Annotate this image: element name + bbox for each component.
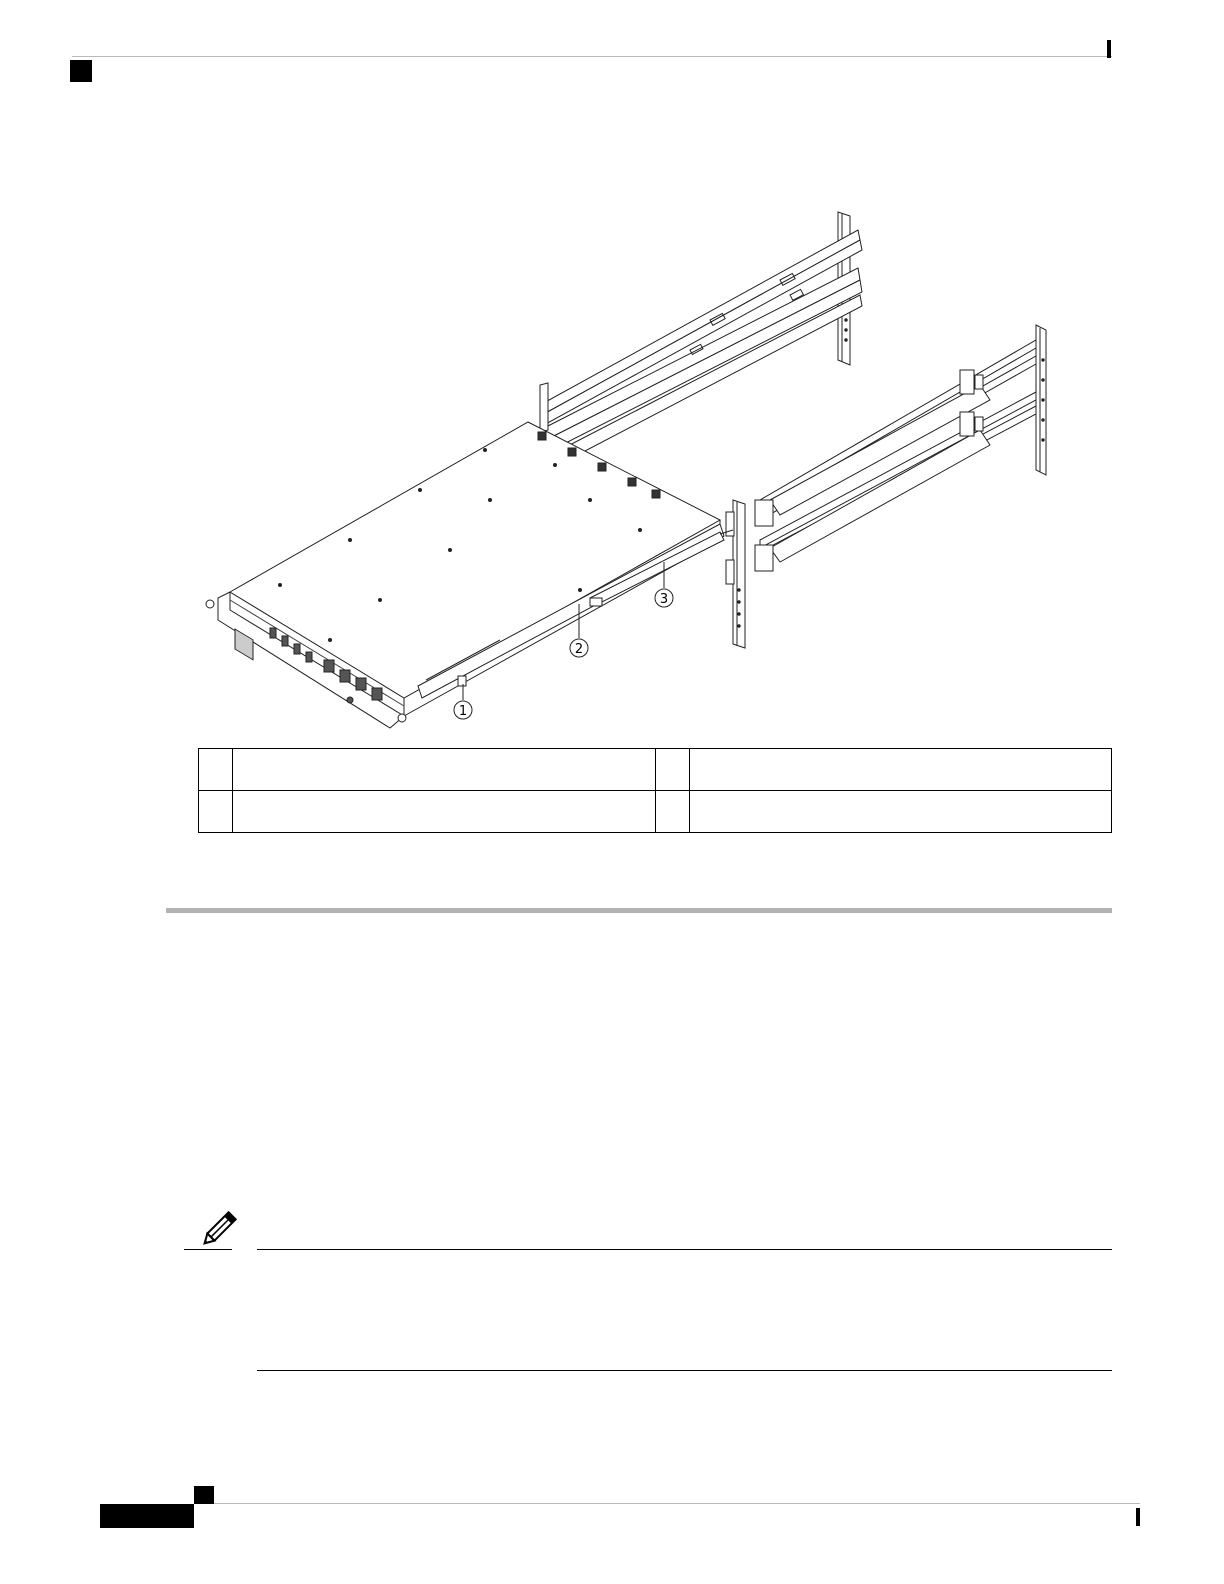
legend-number bbox=[199, 791, 233, 833]
legend-row bbox=[199, 791, 1112, 833]
footer-marker bbox=[194, 1486, 214, 1504]
legend-description bbox=[689, 749, 1112, 791]
legend-number bbox=[655, 791, 689, 833]
footer-tick bbox=[1136, 1508, 1140, 1526]
legend-row bbox=[199, 749, 1112, 791]
callout-legend-table bbox=[198, 748, 1112, 833]
front-right-rack-post bbox=[726, 500, 745, 648]
legend-description bbox=[233, 791, 656, 833]
callout-3-label: 3 bbox=[659, 592, 669, 607]
legend-description bbox=[689, 791, 1112, 833]
right-slide-rails bbox=[755, 340, 1036, 571]
note-marker-rule bbox=[184, 1249, 232, 1250]
footer-rule bbox=[194, 1503, 1140, 1504]
legend-number bbox=[199, 749, 233, 791]
section-divider bbox=[166, 908, 1112, 913]
note-top-rule bbox=[257, 1249, 1112, 1250]
header-tick bbox=[1107, 40, 1111, 58]
note-bottom-rule bbox=[257, 1370, 1112, 1371]
footer-page-tab bbox=[100, 1504, 194, 1528]
callout-1-label: 1 bbox=[458, 704, 468, 719]
header-marker bbox=[70, 60, 92, 82]
legend-number bbox=[655, 749, 689, 791]
rack-rail-installation-figure bbox=[190, 200, 1070, 735]
callout-1 bbox=[454, 684, 472, 719]
header-rule bbox=[72, 56, 1112, 57]
callout-2-label: 2 bbox=[574, 642, 584, 657]
legend-description bbox=[233, 749, 656, 791]
rear-right-rack-post bbox=[1036, 325, 1046, 475]
pencil-note-icon bbox=[196, 1208, 240, 1252]
rear-left-slide-rails bbox=[540, 230, 862, 462]
